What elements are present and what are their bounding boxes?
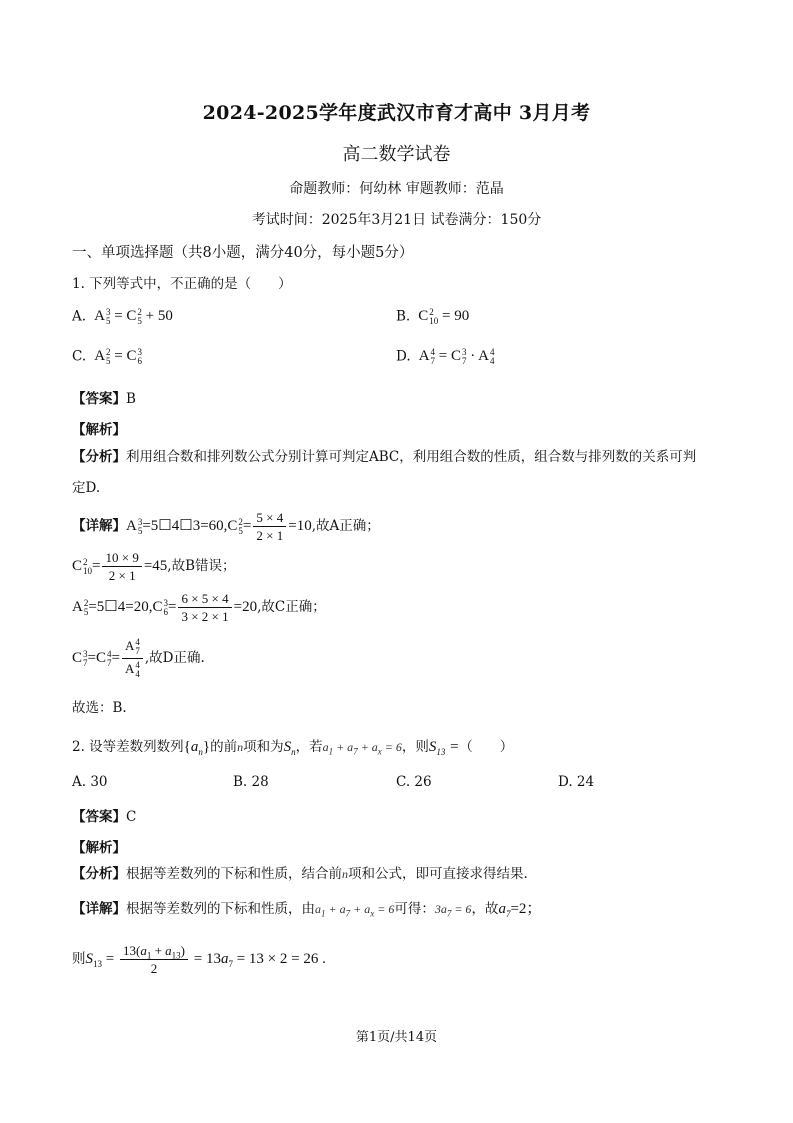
q1-answer <box>72 387 136 407</box>
q1-detail-c <box>72 592 326 623</box>
q2-s13-symbol: $S_{13}$ = <box>428 739 460 757</box>
q1-option-d <box>396 348 495 366</box>
q1-option-d-label: D. <box>396 348 411 365</box>
q2-stem-mid1: 的前 <box>210 739 238 755</box>
q2-analysis-pre: 根据等差数列的下标和性质，结合前 <box>126 866 342 882</box>
q2-answer-tag: 【答案】 <box>72 809 126 825</box>
q1-option-b-formula: C 2 10 = 90 <box>414 307 470 326</box>
q1-detail-b <box>72 551 236 582</box>
q2-detail-a7: $a_7$ <box>498 901 511 919</box>
q1-answer-value: B <box>126 391 136 407</box>
q2-option-d: D. 24 <box>558 774 595 790</box>
q1-analysis-text: 利用组合数和排列数公式分别计算可判定ABC，利用组合数的性质，组合数与排列数的关系可判 <box>126 449 697 465</box>
q2-stem-pre: 2. 设等差数列数列 <box>72 739 184 755</box>
page-footer: 第1页/共14页 <box>355 1030 438 1045</box>
q1-detail-b-end: ,故B错误； <box>167 557 236 574</box>
q2-analysis-n: n <box>342 867 348 881</box>
q2-option-c: C. 26 <box>396 774 432 790</box>
q1-detail-d-formula: C 3 7 =C 4 7 = A 4 7 A 4 4 <box>72 650 145 666</box>
q2-stem-mid2: 项和为 <box>243 739 284 755</box>
q2-stem <box>72 735 513 756</box>
q2-detail-pre: 根据等差数列的下标和性质，由 <box>126 901 315 917</box>
exam-subtitle: 高二数学试卷 <box>342 144 451 165</box>
q1-option-b-label: B. <box>396 308 411 325</box>
q1-option-c-label: C. <box>72 348 87 365</box>
q1-option-c <box>72 348 142 366</box>
q1-option-b <box>396 308 469 326</box>
q2-n-symbol: n <box>237 740 244 754</box>
q2-option-b: B. 28 <box>233 774 269 790</box>
q2-analysis-tag: 【分析】 <box>72 866 126 882</box>
exam-info-line: 考试时间：2025年3月21日 试卷满分：150分 <box>251 212 542 228</box>
q1-analysis-line1 <box>72 451 696 465</box>
q1-option-d-formula: A 4 7 = C 3 7 · A 4 4 <box>414 347 495 366</box>
q2-stem-end: （ ） <box>459 739 514 755</box>
q1-answer-tag: 【答案】 <box>72 391 126 407</box>
q1-option-a <box>72 308 173 326</box>
q1-option-a-label: A. <box>72 308 87 325</box>
q2-detail <box>72 902 541 917</box>
q2-seq-symbol: $\{a_n\}$ <box>183 739 211 757</box>
q1-detail-a-formula: A 3 5 =5☐4☐3=60,C 2 5 = $\frac{5 \times 4}{2 \times 1}$ =10 <box>126 510 312 543</box>
q1-option-a-formula: A 3 5 = C 2 5 + 50 <box>90 307 173 326</box>
q2-option-a: A. 30 <box>72 774 108 790</box>
q2-detail-mid: 可得： <box>394 901 435 917</box>
q2-detail-mid2: ，故 <box>471 901 499 917</box>
q1-detail-c-end: ,故C正确； <box>257 598 326 615</box>
q1-analysis-line2: 定D. <box>72 480 101 496</box>
q1-option-c-formula: A 2 5 = C 3 6 <box>90 347 142 366</box>
exam-title: 2024-2025学年度武汉市育才高中 3月月考 <box>202 102 591 124</box>
q1-detail-d <box>72 638 205 679</box>
q1-detail-a <box>72 511 380 542</box>
q2-detail-a7-value: =2； <box>510 901 542 917</box>
q2-stem-mid3: ，若 <box>295 739 323 755</box>
section-heading: 一、单项选择题（共8小题，满分40分，每小题5分） <box>72 245 414 261</box>
q2-analysis-post: 项和公式，即可直接求得结果. <box>348 866 528 882</box>
q2-answer-value: C <box>126 809 137 825</box>
q1-jiexi-tag: 【解析】 <box>72 422 126 438</box>
q2-final-pre: 则 <box>72 950 86 967</box>
q2-sn-symbol: $S_n$ <box>283 739 296 757</box>
q1-detail-tag: 【详解】 <box>72 517 126 534</box>
q1-detail-c-formula: A 2 5 =5☐4=20,C 3 6 = $\frac{6 \times 5 \times 4}{3 \times 2 \times 1}$ =20 <box>72 591 258 624</box>
q1-detail-d-end: ,故D正确. <box>144 649 205 666</box>
teachers-line: 命题教师：何幼林 审题教师：范晶 <box>289 181 504 197</box>
q2-answer <box>72 805 136 825</box>
q2-condition: $a_1 + a_7 + a_x = 6$ <box>322 740 402 757</box>
q2-stem-mid4: ，则 <box>401 739 429 755</box>
q2-analysis <box>72 868 528 882</box>
q2-jiexi-tag: 【解析】 <box>72 840 126 856</box>
q1-choose: 故选：B. <box>72 700 127 716</box>
q1-analysis-tag: 【分析】 <box>72 449 126 465</box>
q2-detail-3a7: $3a_7 = 6$ <box>434 902 472 919</box>
q2-detail-tag: 【详解】 <box>72 901 126 917</box>
q1-detail-a-end: ,故A正确； <box>311 517 380 534</box>
q1-detail-b-formula: C 2 10 = $\frac{10 \times 9}{2 \times 1}$ =45 <box>72 550 168 583</box>
q2-final-formula: $S_{13}$ = $\frac{13(a_1 + a_{13})}{2}$ = $13a_7 = 13 \times 2 = 26$ . <box>85 943 326 976</box>
q2-final <box>72 944 326 975</box>
q1-stem: 1. 下列等式中，不正确的是（ ） <box>72 276 292 292</box>
q2-detail-cond: $a_1 + a_7 + a_x = 6$ <box>315 902 395 919</box>
